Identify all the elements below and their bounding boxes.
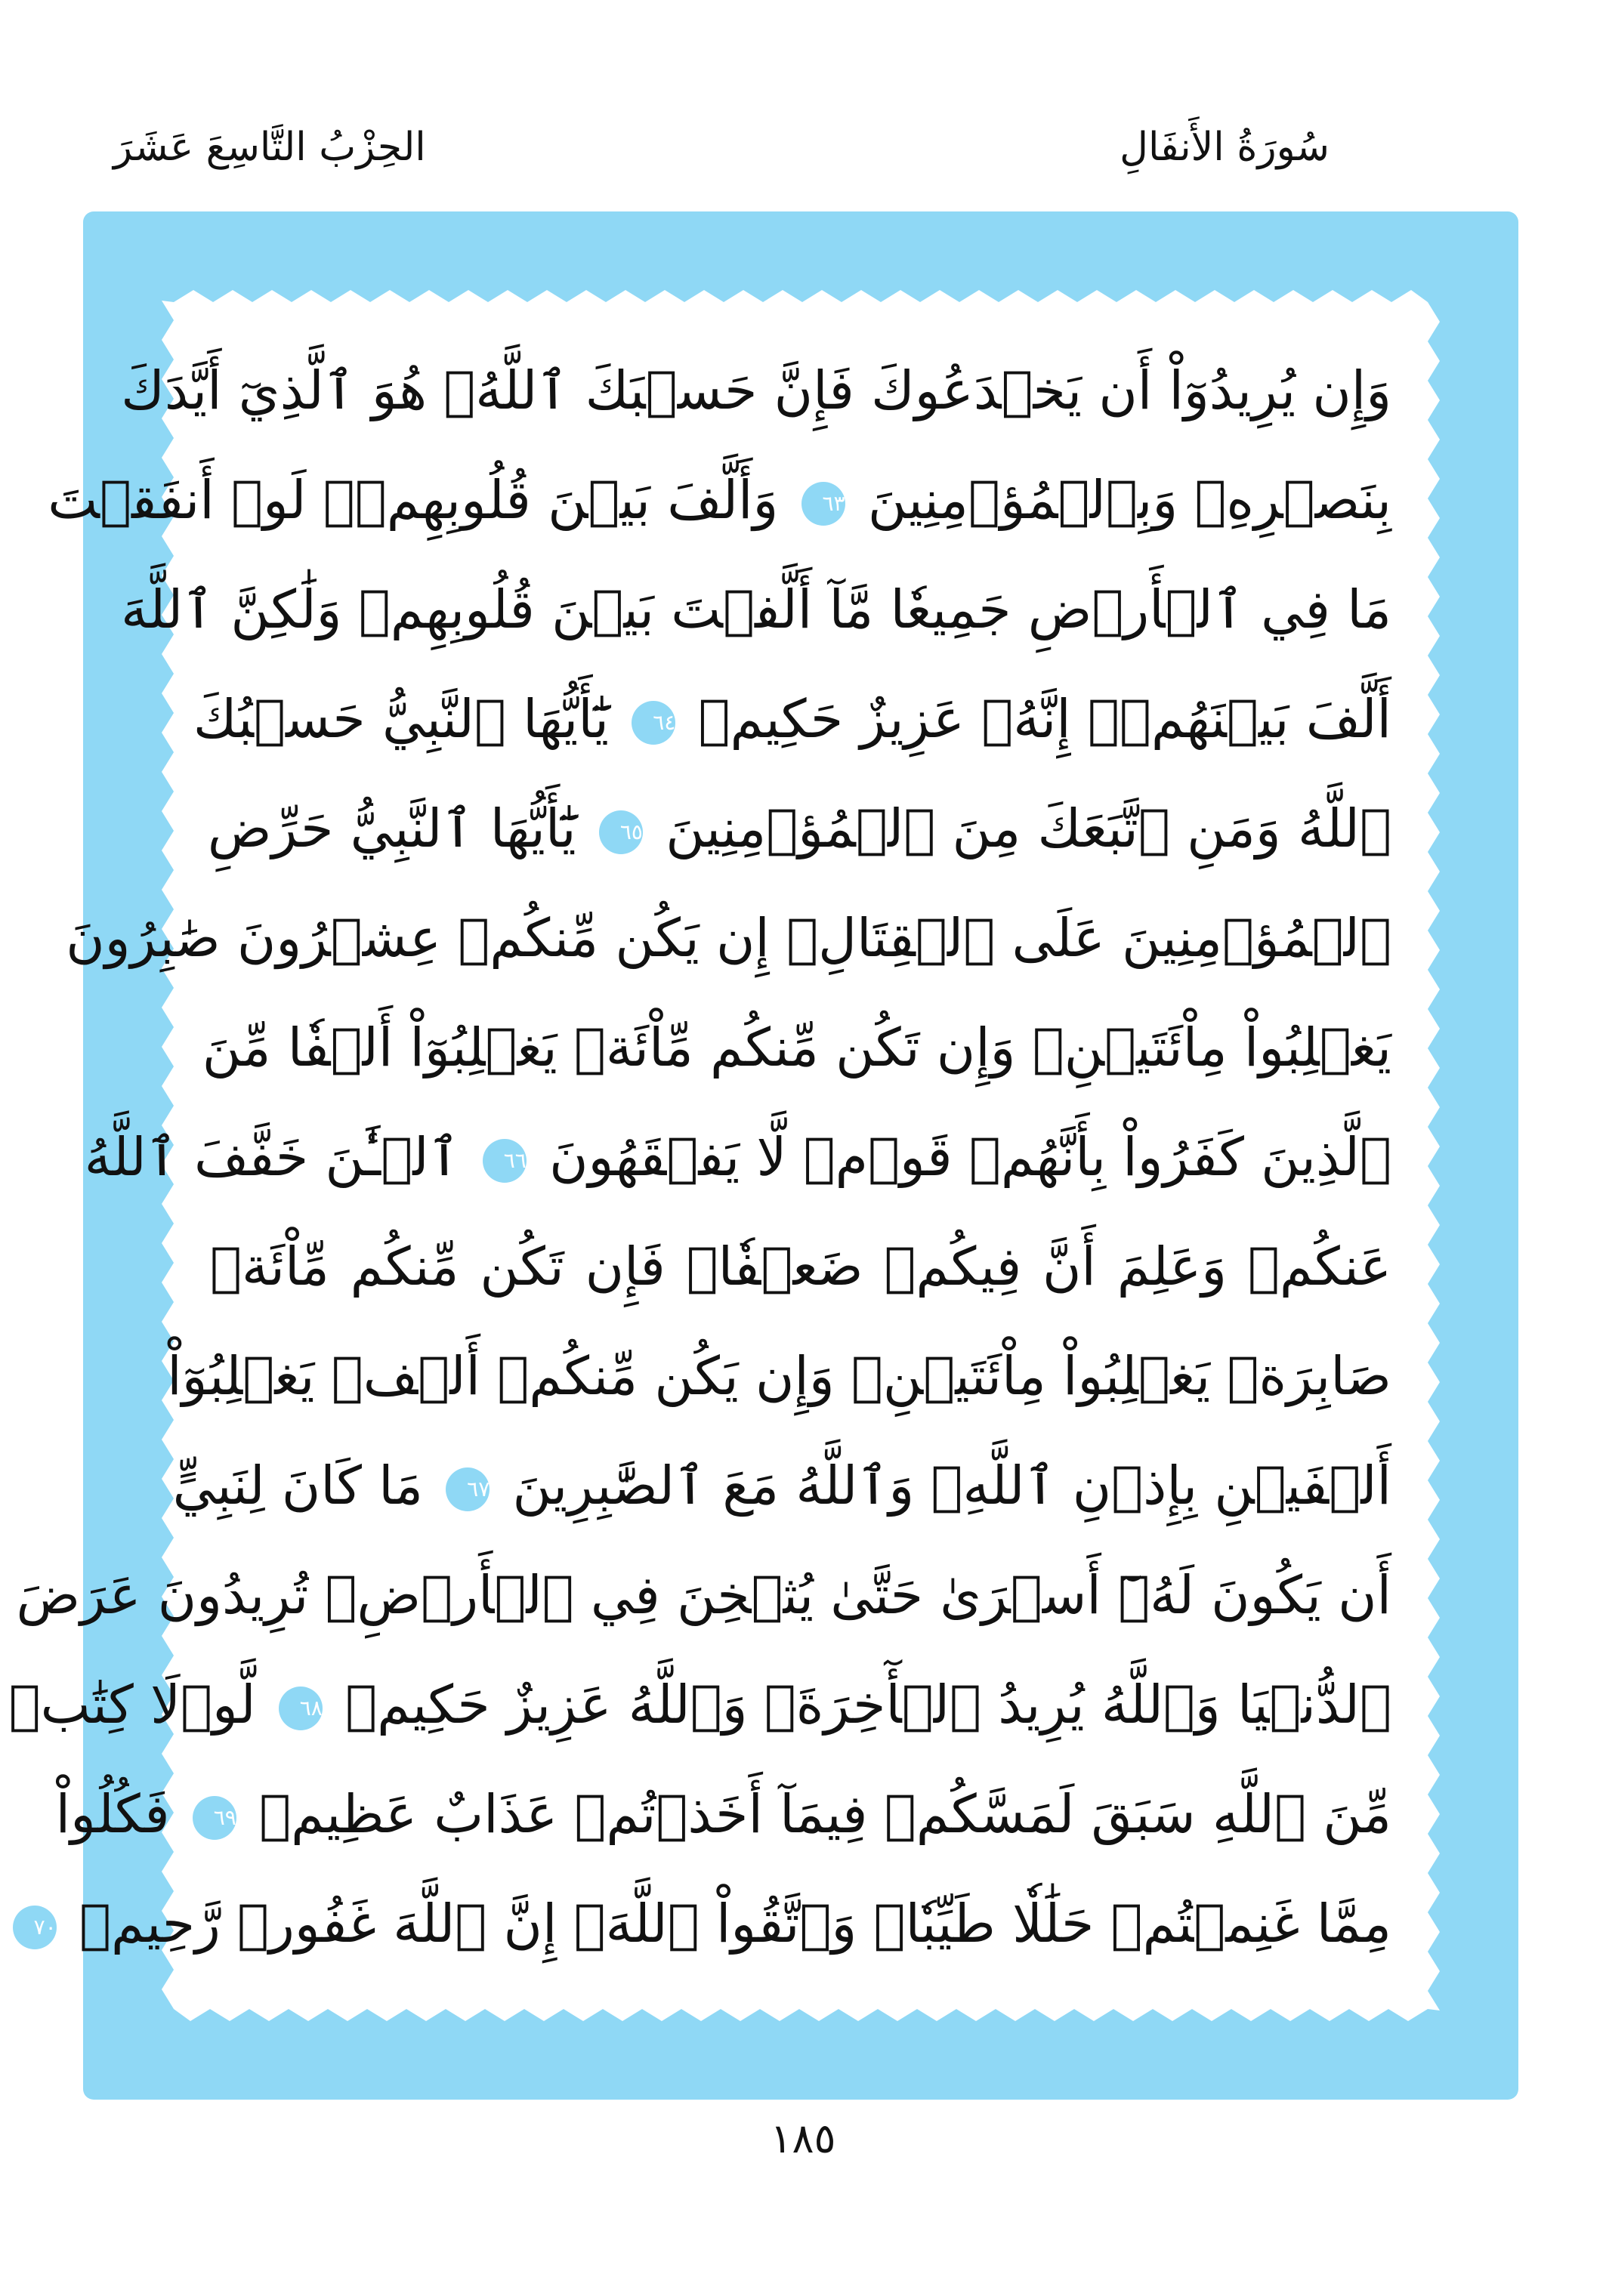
quran-line-3 — [121, 555, 1391, 665]
ayah-number-marker: ٦٥ — [599, 810, 643, 854]
verse-text: وَإِن يُرِيدُوٓاْ أَن يَخۡدَعُوكَ فَإِنَّ حَسۡبَكَ ٱللَّهُۚ هُوَ ٱلَّذِيٓ أَيَّدَكَ — [121, 360, 1391, 421]
verse-text: ٱلَّذِينَ كَفَرُواْ بِأَنَّهُمۡ قَوۡمٞ لَّا يَفۡقَهُونَ — [549, 1126, 1391, 1188]
quran-line-5 — [207, 774, 1391, 884]
quran-line-7 — [202, 993, 1391, 1103]
surah-title: سُورَةُ الأَنفَالِ — [1120, 125, 1330, 170]
quran-line-14 — [55, 1760, 1391, 1869]
verse-text: مَا كَانَ لِنَبِيٍّ — [172, 1455, 423, 1517]
text-panel — [8, 302, 1428, 2009]
verse-text: وَأَلَّفَ بَيۡنَ قُلُوبِهِمۡۚ لَوۡ أَنفَقۡتَ — [48, 469, 779, 531]
verse-text: صَابِرَةٞ يَغۡلِبُواْ مِاْئَتَيۡنِۚ وَإِن يَكُن مِّنكُمۡ أَلۡفٞ يَغۡلِبُوٓاْ — [167, 1345, 1391, 1407]
verse-text: يَٰٓأَيُّهَا ٱلنَّبِيُّ حَسۡبُكَ — [193, 688, 610, 750]
ayah-number-marker: ٦٧ — [446, 1467, 490, 1511]
quran-line-1 — [121, 336, 1391, 446]
quran-line-11 — [172, 1431, 1391, 1541]
page-header — [113, 113, 1330, 181]
verse-text: مَا فِي ٱلۡأَرۡضِ جَمِيعٗا مَّآ أَلَّفۡتَ بَيۡنَ قُلُوبِهِمۡ وَلَٰكِنَّ ٱللَّهَ — [121, 579, 1391, 640]
ayah-number-marker: ٦٣ — [801, 482, 845, 526]
quran-line-12 — [16, 1541, 1391, 1650]
quran-line-6 — [66, 884, 1391, 993]
decorative-frame — [8, 211, 1518, 2100]
quran-line-9 — [210, 1212, 1391, 1322]
verse-text: مِمَّا غَنِمۡتُمۡ حَلَٰلٗا طَيِّبٗاۚ وَٱتَّقُواْ ٱللَّهَۚ إِنَّ ٱللَّهَ غَفُورٞ رَّحِيمٞ — [79, 1893, 1391, 1955]
verse-text: لَّوۡلَا كِتَٰبٞ — [8, 1674, 256, 1736]
ayah-number-marker: ٦٤ — [632, 701, 675, 745]
ayah-number-marker: ٦٦ — [483, 1139, 527, 1183]
verse-text: ٱلۡمُؤۡمِنِينَ عَلَى ٱلۡقِتَالِۚ إِن يَكُن مِّنكُمۡ عِشۡرُونَ صَٰبِرُونَ — [66, 907, 1391, 969]
hizb-title: الحِزْبُ التَّاسِعَ عَشَرَ — [113, 125, 426, 170]
ayah-number-marker: ٧٠ — [13, 1906, 57, 1949]
quran-line-8 — [84, 1103, 1391, 1212]
quran-line-4 — [193, 665, 1391, 774]
ayah-number-marker: ٦٩ — [193, 1796, 236, 1840]
verse-text: عَنكُمۡ وَعَلِمَ أَنَّ فِيكُمۡ ضَعۡفٗاۚ فَإِن تَكُن مِّنكُم مِّاْئَةٞ — [210, 1236, 1391, 1298]
quran-line-13 — [8, 1650, 1391, 1760]
verse-text: ٱلدُّنۡيَا وَٱللَّهُ يُرِيدُ ٱلۡأٓخِرَةَۗ وَٱللَّهُ عَزِيزٌ حَكِيمٞ — [345, 1674, 1391, 1736]
verse-text: أَلَّفَ بَيۡنَهُمۡۚ إِنَّهُۥ عَزِيزٌ حَكِيمٞ — [698, 688, 1391, 750]
quran-line-2 — [48, 446, 1391, 555]
ayah-number-marker: ٦٨ — [279, 1687, 323, 1730]
verse-text: يَٰٓأَيُّهَا ٱلنَّبِيُّ حَرِّضِ — [207, 798, 576, 859]
quran-line-10 — [167, 1322, 1391, 1431]
verse-text: بِنَصۡرِهِۦ وَبِٱلۡمُؤۡمِنِينَ — [867, 469, 1391, 531]
verse-text: أَلۡفَيۡنِ بِإِذۡنِ ٱللَّهِۗ وَٱللَّهُ مَعَ ٱلصَّٰبِرِينَ — [512, 1455, 1391, 1517]
verse-text: فَكُلُواْ — [55, 1783, 170, 1845]
quran-line-15 — [33, 1869, 1391, 1979]
verse-text: ٱلۡـَٰٔنَ خَفَّفَ ٱللَّهُ — [84, 1126, 460, 1188]
page-number: ١٨٥ — [770, 2115, 836, 2162]
verse-text: يَغۡلِبُواْ مِاْئَتَيۡنِۚ وَإِن تَكُن مِّنكُم مِّاْئَةٞ يَغۡلِبُوٓاْ أَلۡفٗا مِّنَ — [202, 1017, 1391, 1079]
verse-text: مِّنَ ٱللَّهِ سَبَقَ لَمَسَّكُمۡ فِيمَآ أَخَذۡتُمۡ عَذَابٌ عَظِيمٞ — [259, 1783, 1391, 1845]
verse-text: ٱللَّهُ وَمَنِ ٱتَّبَعَكَ مِنَ ٱلۡمُؤۡمِنِينَ — [666, 798, 1391, 859]
verse-text: أَن يَكُونَ لَهُۥٓ أَسۡرَىٰ حَتَّىٰ يُثۡخِنَ فِي ٱلۡأَرۡضِۚ تُرِيدُونَ عَرَضَ — [16, 1564, 1391, 1626]
